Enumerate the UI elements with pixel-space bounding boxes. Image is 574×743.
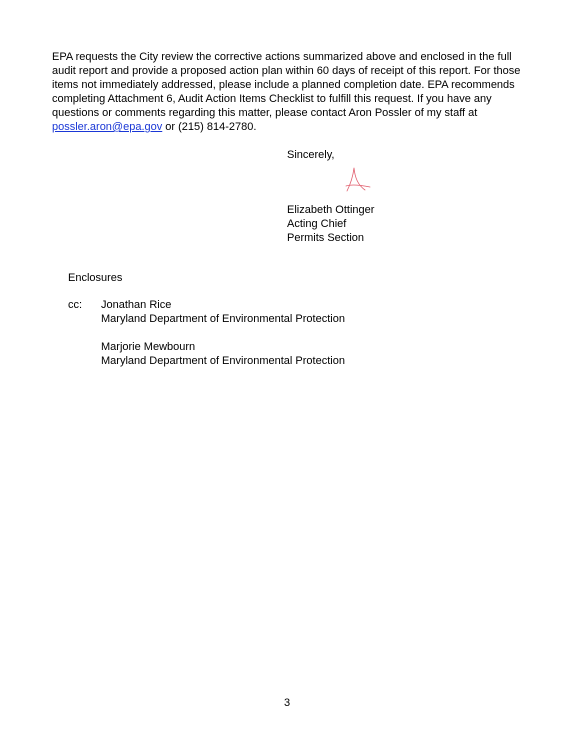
signatory-section: Permits Section — [287, 232, 365, 244]
enclosures-label: Enclosures — [68, 272, 123, 284]
signature-mark — [338, 166, 374, 196]
body-paragraph-text: EPA requests the City review the corrective actions summarized above and enclosed in the full audit report and provide a proposed action plan within 60 days of receipt of this report. For those items not immediately addressed, please include a planned completion date. EPA recommends completing Attachment 6, Audit Action Items Checklist to fulfill this request. If you have any questions or comments regarding this matter, please contact Aron Possler of my staff at — [52, 51, 521, 119]
signature-block — [287, 203, 374, 245]
signatory-title: Acting Chief — [287, 218, 347, 230]
cc-recipient-name: Jonathan Rice — [101, 299, 172, 311]
cc-label: cc: — [68, 299, 83, 311]
signatory-name: Elizabeth Ottinger — [287, 204, 375, 216]
body-paragraph-tail: or (215) 814-2780. — [162, 121, 257, 133]
page-number: 3 — [283, 697, 291, 709]
cc-recipient — [101, 340, 345, 368]
cc-recipient — [101, 298, 345, 326]
body-paragraph — [52, 50, 532, 134]
cc-recipient-organization: Maryland Department of Environmental Protection — [101, 355, 345, 367]
closing-salutation: Sincerely, — [287, 149, 335, 161]
email-link[interactable]: possler.aron@epa.gov — [52, 121, 163, 133]
cc-recipient-organization: Maryland Department of Environmental Protection — [101, 313, 345, 325]
cc-recipient-name: Marjorie Mewbourn — [101, 341, 196, 353]
